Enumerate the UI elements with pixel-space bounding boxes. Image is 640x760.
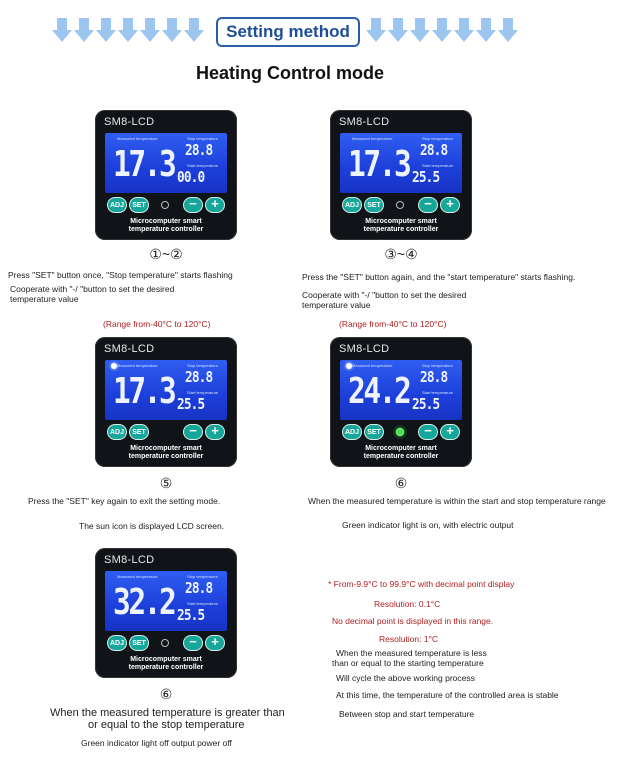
plus-button[interactable]: + <box>205 197 225 213</box>
lcd-screen <box>105 571 227 631</box>
down-arrow-icon <box>74 18 94 44</box>
device-caption-line2: temperature controller <box>128 664 204 671</box>
lcd-start-value: 25.5 <box>177 606 205 624</box>
note-stable: At this time, the temperature of the controlled area is stable <box>336 690 559 700</box>
down-arrow-icon <box>118 18 138 44</box>
note-measured-less: When the measured temperature is less <box>336 648 487 658</box>
device-caption-line2: temperature controller <box>128 226 204 233</box>
button-row <box>107 635 227 653</box>
device-caption <box>95 656 237 672</box>
lcd-label-measured: Measured temperature <box>352 363 393 368</box>
device-caption-line2: temperature controller <box>363 226 439 233</box>
note-no-decimal: No decimal point is displayed in this range. <box>332 616 494 626</box>
device-model: SM8-LCD <box>339 116 390 128</box>
minus-button[interactable]: − <box>183 424 203 440</box>
note-between: Between stop and start temperature <box>339 709 475 719</box>
lcd-stop-value: 28.8 <box>185 579 213 597</box>
lcd-start-value: 25.5 <box>177 395 205 413</box>
step-number-1-2: ①~② <box>149 246 183 262</box>
down-arrow-icon <box>432 18 452 44</box>
lcd-label-start: Start temperature <box>187 601 219 606</box>
set-button[interactable]: SET <box>364 197 384 213</box>
down-arrow-icon <box>388 18 408 44</box>
button-row <box>342 197 462 215</box>
lcd-label-start: Start temperature <box>187 390 219 395</box>
adj-button[interactable]: ADJ <box>107 424 127 440</box>
lcd-screen <box>105 133 227 193</box>
note-resolution-1: Resolution: 0.1°C <box>374 599 441 609</box>
set-button[interactable]: SET <box>129 197 149 213</box>
device-caption-line1: Microcomputer smart <box>130 445 202 452</box>
lcd-measured-value: 17.3 <box>113 371 175 412</box>
lcd-stop-value: 28.8 <box>185 141 213 159</box>
controller-device-5 <box>95 548 237 678</box>
lcd-label-start: Start temperature <box>422 163 454 168</box>
device-caption-line1: Microcomputer smart <box>130 218 202 225</box>
down-arrow-icon <box>476 18 496 44</box>
set-button[interactable]: SET <box>364 424 384 440</box>
lcd-label-measured: Measured temperature <box>117 363 158 368</box>
step-number-5: ⑤ <box>159 475 173 491</box>
lcd-screen <box>340 133 462 193</box>
set-button[interactable]: SET <box>129 424 149 440</box>
adj-button[interactable]: ADJ <box>107 197 127 213</box>
device-model: SM8-LCD <box>104 343 155 355</box>
device-caption <box>330 445 472 461</box>
lcd-measured-value: 24.2 <box>348 371 410 412</box>
plus-button[interactable]: + <box>205 424 225 440</box>
lcd-screen <box>340 360 462 420</box>
down-arrow-icon <box>410 18 430 44</box>
device-caption <box>95 445 237 461</box>
instruction-1b: Cooperate with "-/ "button to set the desired <box>10 284 175 294</box>
device-caption-line1: Microcomputer smart <box>365 218 437 225</box>
down-arrow-icon <box>52 18 72 44</box>
instruction-5c: Green indicator light off output power off <box>81 738 232 748</box>
lcd-measured-value: 17.3 <box>113 144 175 185</box>
lcd-stop-value: 28.8 <box>420 141 448 159</box>
instruction-2c: temperature value <box>302 300 371 310</box>
note-cycle: Will cycle the above working process <box>336 673 475 683</box>
adj-button[interactable]: ADJ <box>107 635 127 651</box>
instruction-3a: Press the "SET" key again to exit the setting mode. <box>28 496 221 506</box>
instruction-2b: Cooperate with "-/ "button to set the desired <box>302 290 467 300</box>
note-decimal-range: * From-9.9°C to 99.9°C with decimal point display <box>328 579 515 589</box>
minus-button[interactable]: − <box>183 635 203 651</box>
device-model: SM8-LCD <box>339 343 390 355</box>
device-caption-line1: Microcomputer smart <box>365 445 437 452</box>
lcd-label-stop: Stop temperature <box>187 136 218 141</box>
device-model: SM8-LCD <box>104 554 155 566</box>
device-caption-line1: Microcomputer smart <box>130 656 202 663</box>
indicator-light <box>161 201 169 209</box>
setting-method-title: Setting method <box>216 17 360 47</box>
down-arrow-icon <box>366 18 386 44</box>
down-arrow-icon <box>162 18 182 44</box>
instruction-3b: The sun icon is displayed LCD screen. <box>79 521 225 531</box>
adj-button[interactable]: ADJ <box>342 424 362 440</box>
set-button[interactable]: SET <box>129 635 149 651</box>
controller-device-2 <box>330 110 472 240</box>
step-number-6b: ⑥ <box>159 686 173 702</box>
device-caption <box>95 218 237 234</box>
plus-button[interactable]: + <box>205 635 225 651</box>
lcd-label-measured: Measured temperature <box>352 136 393 141</box>
down-arrow-icon <box>140 18 160 44</box>
lcd-start-value: 25.5 <box>412 168 440 186</box>
step-number-3-4: ③~④ <box>384 246 418 262</box>
device-model: SM8-LCD <box>104 116 155 128</box>
lcd-label-stop: Stop temperature <box>187 574 218 579</box>
button-row <box>342 424 462 442</box>
controller-device-3 <box>95 337 237 467</box>
controller-device-4 <box>330 337 472 467</box>
mode-title: Heating Control mode <box>196 63 384 83</box>
instruction-4b: Green indicator light is on, with electric output <box>342 520 514 530</box>
instruction-2a: Press the "SET" button again, and the "start temperature" starts flashing. <box>302 272 576 282</box>
lcd-label-measured: Measured temperature <box>117 136 158 141</box>
device-caption-line2: temperature controller <box>128 453 204 460</box>
lcd-label-start: Start temperature <box>422 390 454 395</box>
note-starting-temp: than or equal to the starting temperature <box>332 658 484 668</box>
lcd-label-measured: Measured temperature <box>117 574 158 579</box>
button-row <box>107 197 227 215</box>
plus-button[interactable]: + <box>440 197 460 213</box>
instruction-1a: Press "SET" button once, "Stop temperature" starts flashing <box>8 270 233 280</box>
instruction-5a: When the measured temperature is greater than <box>50 707 285 719</box>
range-note-1: (Range from-40°C to 120°C) <box>103 319 211 329</box>
arrow-row-left <box>52 18 204 48</box>
adj-button[interactable]: ADJ <box>342 197 362 213</box>
step-number-6: ⑥ <box>394 475 408 491</box>
instruction-5b: or equal to the stop temperature <box>88 719 245 731</box>
down-arrow-icon <box>454 18 474 44</box>
lcd-measured-value: 17.3 <box>348 144 410 185</box>
lcd-label-stop: Stop temperature <box>187 363 218 368</box>
plus-button[interactable]: + <box>440 424 460 440</box>
device-caption-line2: temperature controller <box>363 453 439 460</box>
minus-button[interactable]: − <box>418 197 438 213</box>
minus-button[interactable]: − <box>418 424 438 440</box>
down-arrow-icon <box>184 18 204 44</box>
lcd-start-value: 00.0 <box>177 168 205 186</box>
arrow-row-right <box>366 18 518 48</box>
down-arrow-icon <box>498 18 518 44</box>
lcd-stop-value: 28.8 <box>420 368 448 386</box>
lcd-screen <box>105 360 227 420</box>
lcd-measured-value: 32.2 <box>113 582 175 623</box>
button-row <box>107 424 227 442</box>
range-note-2: (Range from-40°C to 120°C) <box>339 319 447 329</box>
note-resolution-2: Resolution: 1°C <box>379 634 439 644</box>
green-indicator-light <box>396 428 404 436</box>
down-arrow-icon <box>96 18 116 44</box>
lcd-label-start: Start temperature <box>187 163 219 168</box>
lcd-stop-value: 28.8 <box>185 368 213 386</box>
indicator-light <box>161 639 169 647</box>
lcd-label-stop: Stop temperature <box>422 136 453 141</box>
device-caption <box>330 218 472 234</box>
instruction-4a: When the measured temperature is within the start and stop temperature range <box>308 496 606 506</box>
instruction-1c: temperature value <box>10 294 79 304</box>
indicator-light <box>396 201 404 209</box>
controller-device-1 <box>95 110 237 240</box>
minus-button[interactable]: − <box>183 197 203 213</box>
lcd-label-stop: Stop temperature <box>422 363 453 368</box>
lcd-start-value: 25.5 <box>412 395 440 413</box>
